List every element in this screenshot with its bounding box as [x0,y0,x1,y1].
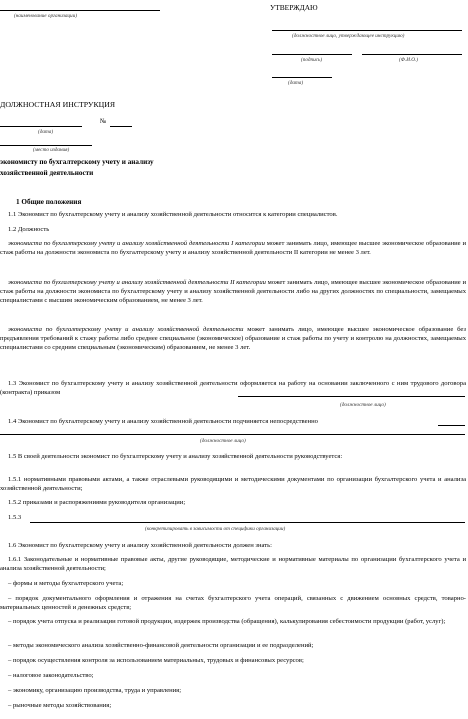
list-item-tax-law: – налоговое законодательство; [8,672,94,679]
para-1-6-1: 1.6.1 Законодательные и нормативные правовые акты, другие руководящие, методические и нормативные материалы по организации бухгалтерского учета и анализа хозяйственной деятельности; [0,556,466,573]
list-item-resource-control: – порядок осуществления контроля за использованием материальных, трудовых и финансовых ресурсов; [8,657,304,664]
approver-position-line [272,30,462,31]
para-1-5-2: 1.5.2 приказами и распоряжениями руководителя организации; [8,499,186,506]
list-item-market-methods: – рыночные методы хозяйствования; [8,702,112,709]
para-1-3-blank [238,396,465,397]
signature-line [272,54,352,55]
para-1-5-1: 1.5.1 нормативными правовыми актами, а также отраслевыми руководящими и методическими документами по организации бухгалтерского учета и анализа хозяйственной деятельности; [0,476,466,493]
approve-date-caption: (дата) [288,80,304,86]
approver-name-caption: (Ф.И.О.) [399,57,419,63]
org-name-line [0,10,160,11]
doc-subject-line1: экономисту по бухгалтерскому учету и анализу [0,158,154,166]
approver-name-line [362,54,462,55]
org-name-caption: (наименование организации) [14,13,77,19]
para-1-5: 1.5 В своей деятельности экономист по бухгалтерскому учету и анализу хозяйственной деятельности руководствуется: [8,453,343,460]
para-1-4-blank [0,434,465,435]
doc-number-label: № [100,118,107,125]
list-item-accounting-forms: – формы и методы бухгалтерского учета; [8,580,124,587]
doc-place-caption: (место издания) [33,147,70,153]
para-1-2: 1.2 Должность [8,226,50,233]
para-1-4: 1.4 Экономист по бухгалтерскому учету и анализу хозяйственной деятельности подчиняется непосредственно [8,418,318,425]
list-item-economics: – экономику, организацию производства, труда и управления; [8,687,182,694]
para-1-3: 1.3 Экономист по бухгалтерскому учету и анализу хозяйственной деятельности оформляется на работу на основании заключенного с ним трудового договора (контракта) приказом [0,380,466,397]
approver-position-caption: (должностное лицо, утверждающее инструкцию) [292,33,405,39]
para-category-3: экономиста по бухгалтерскому учету и анализу хозяйственной деятельности может занимать лицо, имеющее высшее экономическое образование без предъявления требований к стажу работы либо среднее специальное (экономическое) образование и стаж работы по учету и контролю на должностях, замещаемых специалистами со средним специальным (экономическим) образованием, не менее 3 лет. [0,326,466,352]
doc-number-line [110,126,132,127]
para-1-5-3-caption: (конкретизировать в зависимости от специфики организации) [145,526,286,532]
approve-date-line [272,77,332,78]
para-1-1: 1.1 Экономист по бухгалтерскому учету и анализу хозяйственной деятельности относится к категории специалистов. [8,211,338,218]
section-heading-general: 1 Общие положения [16,198,82,206]
para-1-5-3-blank [30,522,465,523]
para-1-4-blank-right [438,425,465,426]
list-item-documentation-order: – порядок документального оформления и отражения на счетах бухгалтерского учета операций, связанных с движением основных средств, товарно-материальных ценностей и денежных средств; [0,595,466,612]
list-item-analysis-methods: – методы экономического анализа хозяйственно-финансовой деятельности организации и ее подразделений; [8,642,314,649]
doc-date-caption: (дата) [38,129,54,135]
para-category-1: экономиста по бухгалтерскому учету и анализу хозяйственной деятельности I категории может занимать лицо, имеющее высшее экономическое образование и стаж работы на должности экономиста по бухгалтерскому учету и анализу хозяйственной деятельности II категории не менее 3 лет. [0,240,466,257]
para-1-5-3: 1.5.3 [8,514,22,521]
approve-label: УТВЕРЖДАЮ [270,3,318,12]
document-title: ДОЛЖНОСТНАЯ ИНСТРУКЦИЯ [0,100,116,109]
para-1-6: 1.6 Экономист по бухгалтерскому учету и анализу хозяйственной деятельности должен знать: [8,542,273,549]
list-item-shipment-accounting: – порядок учета отпуска и реализации готовой продукции, издержек производства (обращения), калькулирования себестоимости продукции (работ, услуг); [8,618,446,625]
doc-subject-line2: хозяйственной деятельности [0,169,94,177]
doc-date-line [0,126,82,127]
doc-place-line [0,145,92,146]
para-1-4-caption: (должностное лицо) [200,438,246,444]
para-category-2: экономиста по бухгалтерскому учету и анализу хозяйственной деятельности II категории может занимать лицо, имеющее высшее экономическое образование и стаж работы на должности экономиста по бухгалтерскому учету и анализу хозяйственной деятельности либо на других должностях по специальности, замещаемых специалистами с высшим экономическим образованием, не менее 3 лет. [0,279,466,305]
signature-caption: (подпись) [301,57,323,63]
para-1-3-caption: (должностное лицо) [340,402,386,408]
